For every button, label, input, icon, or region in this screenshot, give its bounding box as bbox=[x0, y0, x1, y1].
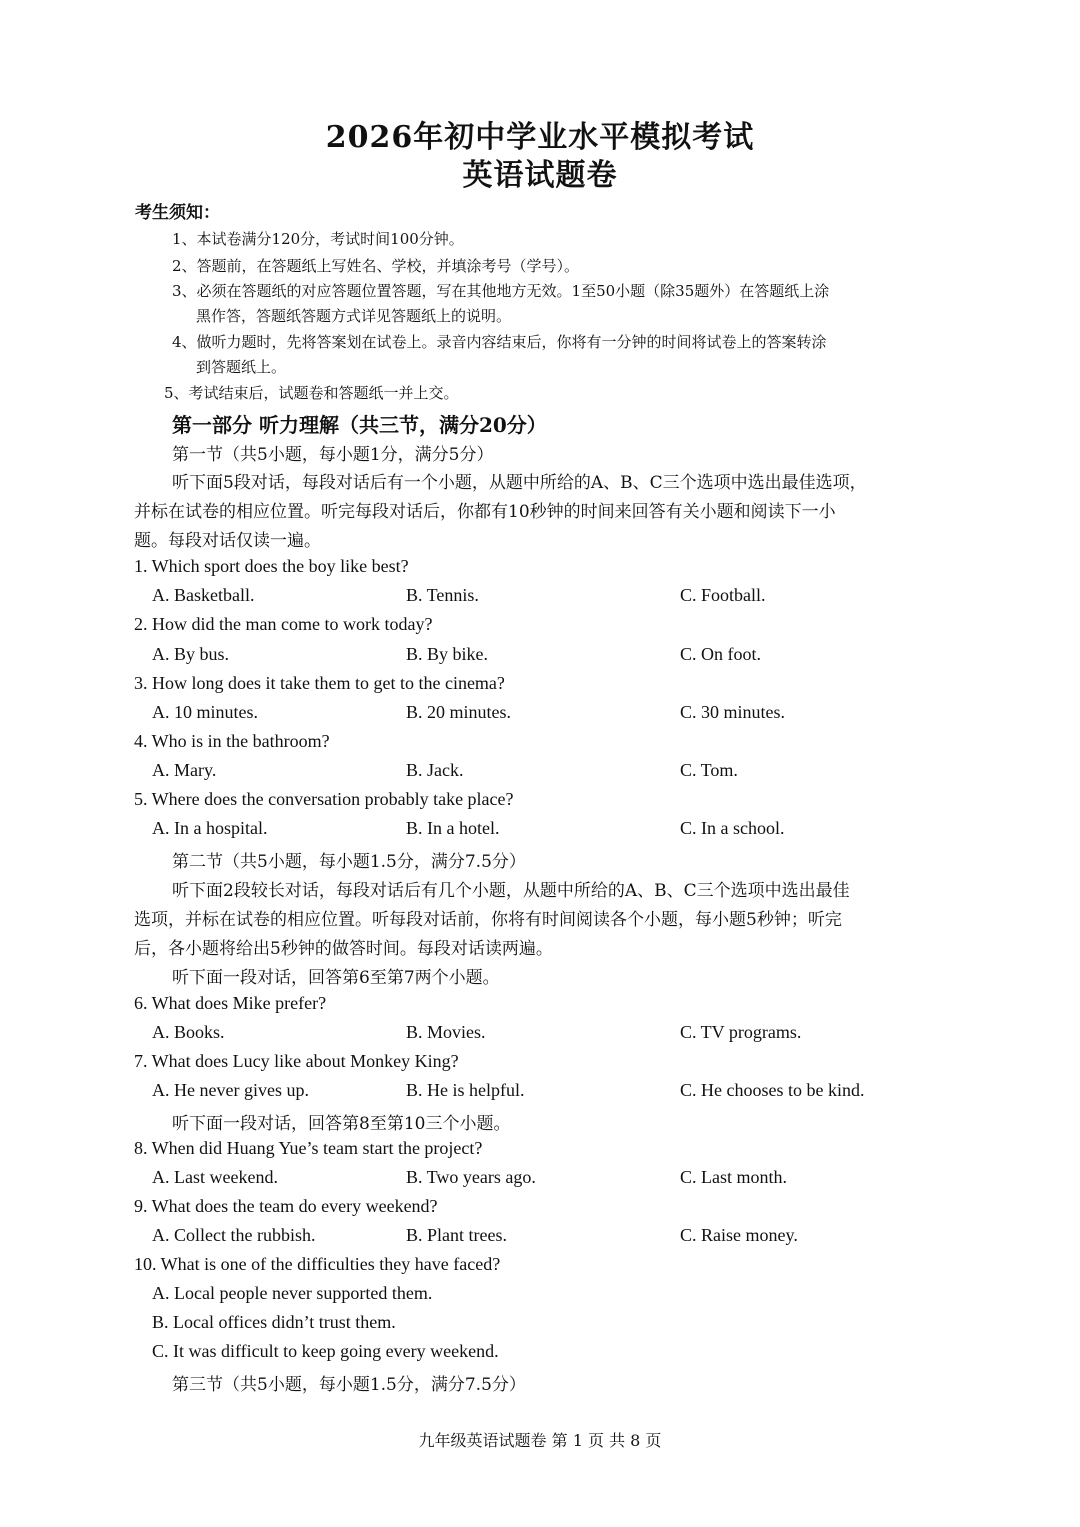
notice-item: 2、答题前，在答题纸上写姓名、学校，并填涂考号（学号）。 bbox=[172, 257, 580, 275]
notice-item: 4、做听力题时，先将答案划在试卷上。录音内容结束后，你将有一分钟的时间将试卷上的答案转涂 bbox=[172, 333, 827, 351]
option-b: B. Jack. bbox=[406, 760, 464, 780]
option-a: A. 10 minutes. bbox=[152, 702, 258, 722]
option-a: A. Mary. bbox=[152, 760, 217, 780]
question-1: 1. Which sport does the boy like best? bbox=[134, 556, 409, 576]
notice-heading: 考生须知： bbox=[135, 203, 220, 223]
option-a: A. Books. bbox=[152, 1022, 225, 1042]
option-a: A. Collect the rubbish. bbox=[152, 1225, 316, 1245]
option-c: C. 30 minutes. bbox=[680, 702, 786, 722]
part1-heading: 第一部分 听力理解（共三节，满分20分） bbox=[172, 413, 547, 437]
notice-item: 3、必须在答题纸的对应答题位置答题，写在其他地方无效。1至50小题（除35题外）在答题纸上涂 bbox=[172, 282, 830, 300]
option-c: C. On foot. bbox=[680, 644, 761, 664]
option-b: B. Movies. bbox=[406, 1022, 486, 1042]
question-7: 7. What does Lucy like about Monkey King? bbox=[134, 1051, 459, 1071]
option-c: C. Football. bbox=[680, 585, 766, 605]
option-a: A. By bus. bbox=[152, 644, 230, 664]
option-a: A. Basketball. bbox=[152, 585, 255, 605]
option-b: B. Tennis. bbox=[406, 585, 479, 605]
option-a: A. Last weekend. bbox=[152, 1167, 278, 1187]
section1-instruction: 题。每段对话仅读一遍。 bbox=[134, 531, 321, 551]
option-c: C. Last month. bbox=[680, 1167, 787, 1187]
option-c: C. TV programs. bbox=[680, 1022, 802, 1042]
option-b: B. Local offices didn’t trust them. bbox=[152, 1312, 396, 1332]
notice-item: 1、本试卷满分120分，考试时间100分钟。 bbox=[172, 230, 464, 248]
option-a: A. He never gives up. bbox=[152, 1080, 309, 1100]
question-2: 2. How did the man come to work today? bbox=[134, 614, 433, 634]
option-b: B. Plant trees. bbox=[406, 1225, 507, 1245]
option-a: A. In a hospital. bbox=[152, 818, 268, 838]
question-6: 6. What does Mike prefer? bbox=[134, 993, 327, 1013]
option-b: B. Two years ago. bbox=[406, 1167, 536, 1187]
option-c: C. Raise money. bbox=[680, 1225, 798, 1245]
dialogue-intro: 听下面一段对话，回答第6至第7两个小题。 bbox=[172, 968, 500, 988]
notice-item: 到答题纸上。 bbox=[196, 358, 287, 376]
option-c: C. He chooses to be kind. bbox=[680, 1080, 865, 1100]
option-c: C. In a school. bbox=[680, 818, 785, 838]
option-b: B. 20 minutes. bbox=[406, 702, 512, 722]
section2-instruction: 后，各小题将给出5秒钟的做答时间。每段对话读两遍。 bbox=[134, 939, 553, 959]
section2-instruction: 听下面2段较长对话，每段对话后有几个小题，从题中所给的A、B、C三个选项中选出最佳 bbox=[172, 881, 850, 901]
section1-heading: 第一节（共5小题，每小题1分，满分5分） bbox=[172, 445, 494, 465]
option-b: B. By bike. bbox=[406, 644, 489, 664]
section3-heading: 第三节（共5小题，每小题1.5分，满分7.5分） bbox=[172, 1375, 526, 1395]
question-8: 8. When did Huang Yue’s team start the project? bbox=[134, 1138, 483, 1158]
section1-instruction: 听下面5段对话，每段对话后有一个小题，从题中所给的A、B、C三个选项中选出最佳选项， bbox=[172, 473, 867, 493]
exam-subtitle: 英语试题卷 bbox=[462, 158, 618, 193]
exam-title: 2026年初中学业水平模拟考试 bbox=[325, 120, 755, 155]
section2-instruction: 选项，并标在试卷的相应位置。听每段对话前，你将有时间阅读各个小题，每小题5秒钟；听完 bbox=[134, 910, 842, 930]
page-footer: 九年级英语试题卷 第 1 页 共 8 页 bbox=[418, 1431, 662, 1450]
question-9: 9. What does the team do every weekend? bbox=[134, 1196, 438, 1216]
question-4: 4. Who is in the bathroom? bbox=[134, 731, 330, 751]
section1-instruction: 并标在试卷的相应位置。听完每段对话后，你都有10秒钟的时间来回答有关小题和阅读下一小 bbox=[134, 502, 836, 522]
notice-item: 黑作答，答题纸答题方式详见答题纸上的说明。 bbox=[196, 307, 512, 325]
option-c: C. It was difficult to keep going every weekend. bbox=[152, 1341, 499, 1361]
option-c: C. Tom. bbox=[680, 760, 738, 780]
option-a: A. Local people never supported them. bbox=[152, 1283, 433, 1303]
question-10: 10. What is one of the difficulties they have faced? bbox=[134, 1254, 501, 1274]
section2-heading: 第二节（共5小题，每小题1.5分，满分7.5分） bbox=[172, 852, 526, 872]
option-b: B. In a hotel. bbox=[406, 818, 500, 838]
notice-item: 5、考试结束后，试题卷和答题纸一并上交。 bbox=[164, 384, 459, 402]
dialogue-intro: 听下面一段对话，回答第8至第10三个小题。 bbox=[172, 1114, 511, 1134]
question-5: 5. Where does the conversation probably take place? bbox=[134, 789, 514, 809]
option-b: B. He is helpful. bbox=[406, 1080, 525, 1100]
question-3: 3. How long does it take them to get to the cinema? bbox=[134, 673, 505, 693]
